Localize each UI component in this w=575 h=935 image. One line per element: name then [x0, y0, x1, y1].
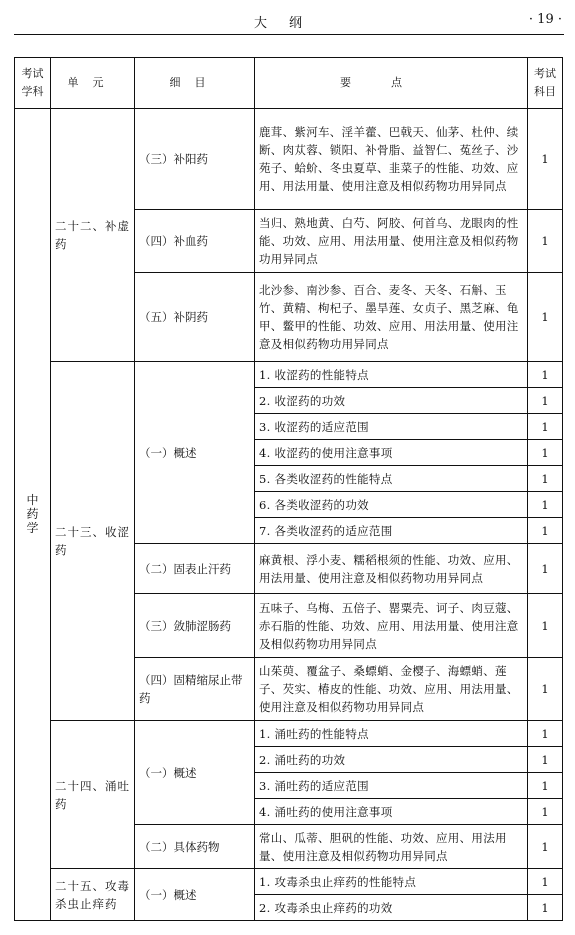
level-cell: 1 [528, 544, 563, 594]
level-cell: 1 [528, 492, 563, 518]
unit-cell: 二十三、收涩药 [51, 362, 135, 721]
col-header-subject: 考试学科 [15, 58, 51, 109]
col-header-item: 细目 [135, 58, 255, 109]
table-row [15, 109, 563, 210]
level-cell: 1 [528, 273, 563, 362]
exam-outline-table [14, 57, 563, 921]
item-cell: （四）固精缩尿止带药 [135, 658, 255, 721]
level-cell: 1 [528, 799, 563, 825]
point-cell: 3. 收涩药的适应范围 [255, 414, 528, 440]
level-cell: 1 [528, 518, 563, 544]
subject-cell: 中药学 [15, 109, 51, 921]
point-cell: 4. 涌吐药的使用注意事项 [255, 799, 528, 825]
col-header-exam-level: 考试科目 [528, 58, 563, 109]
level-cell: 1 [528, 773, 563, 799]
point-cell: 1. 涌吐药的性能特点 [255, 721, 528, 747]
point-cell: 北沙参、南沙参、百合、麦冬、天冬、石斛、玉竹、黄精、枸杞子、墨旱莲、女贞子、黑芝麻、龟甲、鳖甲的性能、功效、应用、用法用量、使用注意及相似药物功用异同点 [255, 273, 528, 362]
unit-cell: 二十二、补虚药 [51, 109, 135, 362]
point-cell: 五味子、乌梅、五倍子、罂粟壳、诃子、肉豆蔻、赤石脂的性能、功效、应用、用法用量、使用注意及相似药物功用异同点 [255, 594, 528, 658]
level-cell: 1 [528, 210, 563, 273]
level-cell: 1 [528, 440, 563, 466]
level-cell: 1 [528, 109, 563, 210]
point-cell: 7. 各类收涩药的适应范围 [255, 518, 528, 544]
item-cell: （二）固表止汗药 [135, 544, 255, 594]
level-cell: 1 [528, 825, 563, 869]
point-cell: 山茱萸、覆盆子、桑螵蛸、金樱子、海螵蛸、莲子、芡实、椿皮的性能、功效、应用、用法用量、使用注意及相似药物功用异同点 [255, 658, 528, 721]
col-header-points: 要点 [255, 58, 528, 109]
point-cell: 1. 攻毒杀虫止痒药的性能特点 [255, 869, 528, 895]
point-cell: 常山、瓜蒂、胆矾的性能、功效、应用、用法用量、使用注意及相似药物功用异同点 [255, 825, 528, 869]
point-cell: 4. 收涩药的使用注意事项 [255, 440, 528, 466]
point-cell: 鹿茸、紫河车、淫羊藿、巴戟天、仙茅、杜仲、续断、肉苁蓉、锁阳、补骨脂、益智仁、菟丝子、沙苑子、蛤蚧、冬虫夏草、韭菜子的性能、功效、应用、用法用量、使用注意及相似药物功用异同点 [255, 109, 528, 210]
level-cell: 1 [528, 658, 563, 721]
item-cell: （三）敛肺涩肠药 [135, 594, 255, 658]
table-row [15, 869, 563, 895]
level-cell: 1 [528, 414, 563, 440]
item-cell: （一）概述 [135, 869, 255, 921]
item-cell: （三）补阳药 [135, 109, 255, 210]
level-cell: 1 [528, 362, 563, 388]
point-cell: 2. 收涩药的功效 [255, 388, 528, 414]
unit-cell: 二十五、攻毒杀虫止痒药 [51, 869, 135, 921]
item-cell: （一）概述 [135, 721, 255, 825]
point-cell: 3. 涌吐药的适应范围 [255, 773, 528, 799]
level-cell: 1 [528, 388, 563, 414]
item-cell: （五）补阴药 [135, 273, 255, 362]
page-header [14, 6, 564, 35]
point-cell: 1. 收涩药的性能特点 [255, 362, 528, 388]
unit-cell: 二十四、涌吐药 [51, 721, 135, 869]
point-cell: 当归、熟地黄、白芍、阿胶、何首乌、龙眼肉的性能、功效、应用、用法用量、使用注意及相似药物功用异同点 [255, 210, 528, 273]
level-cell: 1 [528, 895, 563, 921]
page-number: · 19 · [528, 12, 562, 27]
point-cell: 2. 涌吐药的功效 [255, 747, 528, 773]
level-cell: 1 [528, 869, 563, 895]
point-cell: 5. 各类收涩药的性能特点 [255, 466, 528, 492]
table-row [15, 721, 563, 747]
point-cell: 麻黄根、浮小麦、糯稻根须的性能、功效、应用、用法用量、使用注意及相似药物功用异同点 [255, 544, 528, 594]
point-cell: 2. 攻毒杀虫止痒药的功效 [255, 895, 528, 921]
level-cell: 1 [528, 466, 563, 492]
level-cell: 1 [528, 721, 563, 747]
page-title: 大纲 [253, 16, 324, 31]
col-header-unit: 单元 [51, 58, 135, 109]
item-cell: （四）补血药 [135, 210, 255, 273]
level-cell: 1 [528, 747, 563, 773]
table-header-row [15, 58, 563, 109]
item-cell: （一）概述 [135, 362, 255, 544]
item-cell: （二）具体药物 [135, 825, 255, 869]
table-row [15, 362, 563, 388]
point-cell: 6. 各类收涩药的功效 [255, 492, 528, 518]
level-cell: 1 [528, 594, 563, 658]
